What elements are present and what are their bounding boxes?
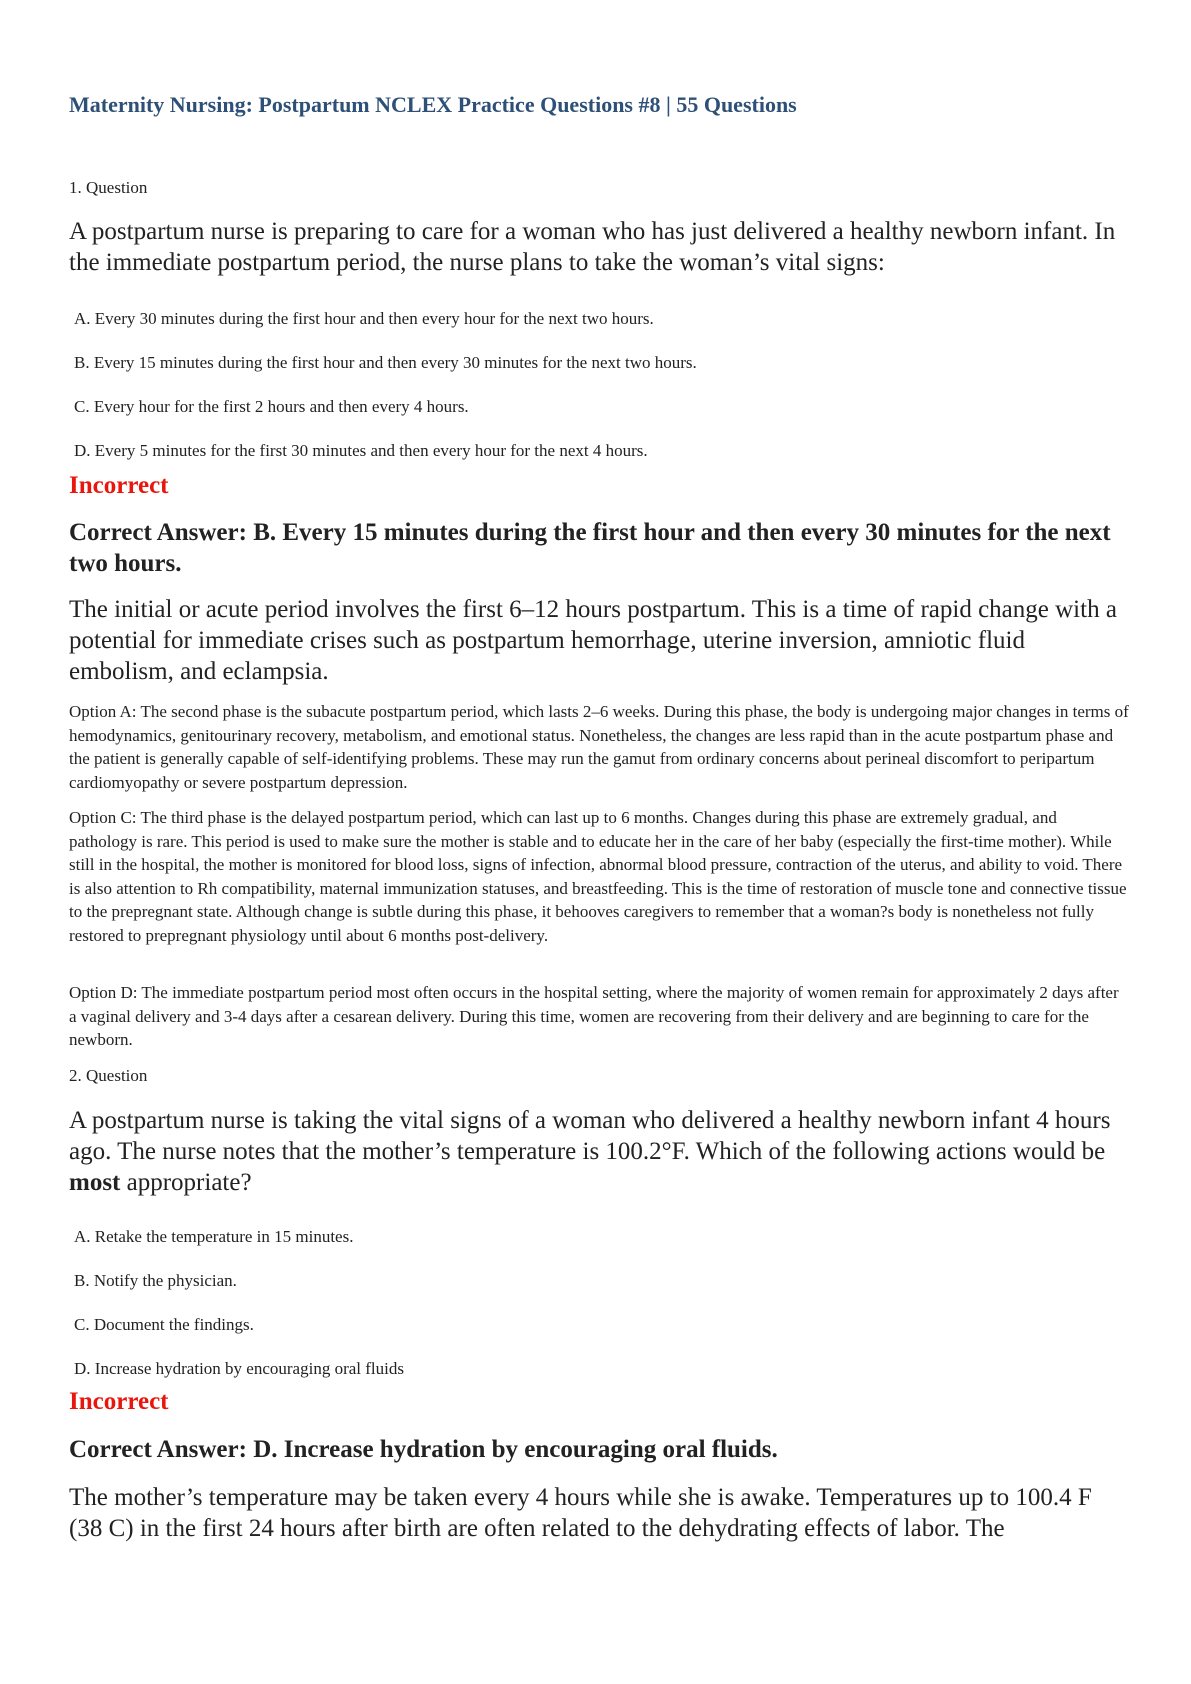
question-2-options bbox=[74, 1227, 1124, 1403]
question-2-option-d: D. Increase hydration by encouraging oral fluids bbox=[74, 1359, 404, 1378]
question-2-stem-emphasis: most bbox=[69, 1169, 121, 1196]
question-1-correct-answer: Correct Answer: B. Every 15 minutes during the first hour and then every 30 minutes for the next two hours. bbox=[69, 519, 1111, 577]
question-2-correct-answer: Correct Answer: D. Increase hydration by encouraging oral fluids. bbox=[69, 1436, 778, 1463]
question-2-result: Incorrect bbox=[69, 1388, 169, 1415]
question-2-stem-text: A postpartum nurse is taking the vital signs of a woman who delivered a healthy newborn infant 4 hours ago. The nurse notes that the mother’s temperature is 100.2°F. Which of the following actions would be bbox=[69, 1107, 1111, 1165]
question-2-option-c: C. Document the findings. bbox=[74, 1315, 254, 1334]
question-1-option-d: D. Every 5 minutes for the first 30 minutes and then every hour for the next 4 hours. bbox=[74, 441, 648, 460]
question-2-option-b: B. Notify the physician. bbox=[74, 1271, 237, 1290]
question-1-option-a: A. Every 30 minutes during the first hour and then every hour for the next two hours. bbox=[74, 309, 654, 328]
question-2-stem-end: appropriate? bbox=[120, 1169, 252, 1196]
question-1-stem: A postpartum nurse is preparing to care for a woman who has just delivered a healthy newborn infant. In the immediate postpartum period, the nurse plans to take the woman’s vital signs: bbox=[69, 218, 1116, 276]
question-2-option-a: A. Retake the temperature in 15 minutes. bbox=[74, 1227, 354, 1246]
question-1-option-c: C. Every hour for the first 2 hours and then every 4 hours. bbox=[74, 397, 469, 416]
question-1-explanation: The initial or acute period involves the first 6–12 hours postpartum. This is a time of rapid change with a potential for immediate crises such as postpartum hemorrhage, uterine inversion, amniotic fluid embolism, and eclampsia. bbox=[69, 596, 1117, 685]
question-2-number: 2. Question bbox=[69, 1066, 148, 1085]
question-1-option-b: B. Every 15 minutes during the first hour and then every 30 minutes for the next two hours. bbox=[74, 353, 697, 372]
question-1-rationale-a: Option A: The second phase is the subacute postpartum period, which lasts 2–6 weeks. During this phase, the body is undergoing major changes in terms of hemodynamics, genitourinary recovery, metabolism, and emotional status. Nonetheless, the changes are less rapid than in the acute postpartum phase and the patient is generally capable of self-identifying problems. These may run the gamut from ordinary concerns about perineal discomfort to peripartum cardiomyopathy or severe postpartum depression. bbox=[69, 702, 1129, 792]
question-2-stem bbox=[69, 1105, 1129, 1198]
question-1-result: Incorrect bbox=[69, 472, 169, 499]
question-1-number: 1. Question bbox=[69, 178, 148, 197]
question-1-options bbox=[74, 309, 1124, 485]
document-title: Maternity Nursing: Postpartum NCLEX Practice Questions #8 | 55 Questions bbox=[69, 92, 797, 117]
question-1-rationale-c: Option C: The third phase is the delayed postpartum period, which can last up to 6 months. Changes during this phase are extremely gradual, and pathology is rare. This period is used to make sure the mother is stable and to educate her in the care of her baby (especially the first-time mother). While still in the hospital, the mother is monitored for blood loss, signs of infection, abnormal blood pressure, contraction of the uterus, and ability to void. There is also attention to Rh compatibility, maternal immunization statuses, and breastfeeding. This is the time of restoration of muscle tone and connective tissue to the prepregnant state. Although change is subtle during this phase, it behooves caregivers to remember that a woman?s body is nonetheless not fully restored to prepregnant physiology until about 6 months post-delivery. bbox=[69, 808, 1127, 945]
question-2-explanation: The mother’s temperature may be taken every 4 hours while she is awake. Temperatures up to 100.4 F (38 C) in the first 24 hours after birth are often related to the dehydrating effects of labor. The bbox=[69, 1484, 1092, 1542]
question-1-rationale-d: Option D: The immediate postpartum period most often occurs in the hospital setting, where the majority of women remain for approximately 2 days after a vaginal delivery and 3-4 days after a cesarean delivery. During this time, women are recovering from their delivery and are beginning to care for the newborn. bbox=[69, 983, 1119, 1049]
